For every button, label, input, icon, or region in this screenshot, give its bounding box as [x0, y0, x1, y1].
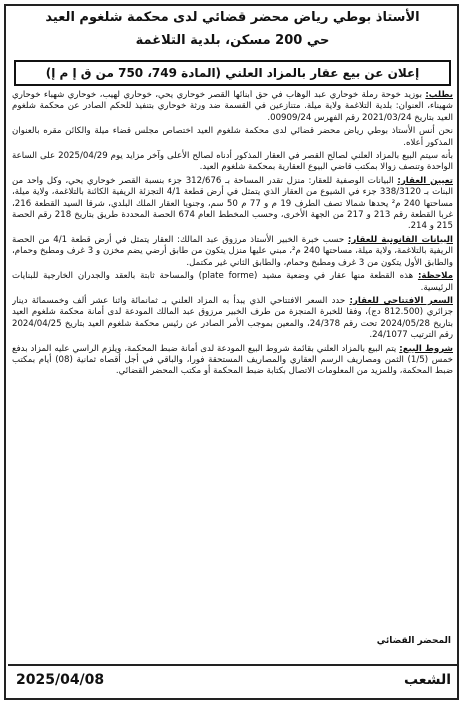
opening-price-text: حدد السعر الافتتاحي الذي يبدأ به المزاد العلني بـ ثمانمائة واثنا عشر ألف وخمسمائة دينار جزائري (812.500 دج)، وفقا للخبرة المنجزة من طرف الخبير مرزوق عبد المالك المودعة لدى أمانة محكمة شلغوم العيد بتاريخ 2024/05/28 تحت رقم 24/378، والمعين بموجب الأمر الصادر عن رئيس محكمة شلغوم العيد بتاريخ 2024/04/25 رقم الترتيب 24/1077.	[12, 295, 453, 341]
property-label: تعيين العقار:	[397, 175, 453, 186]
announcement-body	[12, 90, 453, 658]
legal-data-label: البيانات القانونية للعقار:	[347, 234, 453, 245]
announcement-title: إعلان عن بيع عقار بالمزاد العلني (المادة 749، 750 من ق إ م إ)	[14, 60, 451, 86]
note-label: ملاحظة:	[417, 271, 453, 282]
requester-text: بوزيد خوحة رملة خوحاري عبد الوهاب في حق أبنائها القصر خوحاري يحي، خوحاري لهيب، خوحاري شهباء خوحاري شهيناء، العنوان: بلدية التلاغمة ولاية ميلة. متنازعين في القسمة ضد ورثة خوحاري بتنفيذ للحكم الصادر عن محكمة شلغوم العيد بتاريخ 2021/03/24 رقم الفهرس 00909/24.	[12, 90, 453, 123]
office-address: حي 200 مسكن، بلدية التلاغمة	[135, 33, 330, 48]
note-text: هذه القطعة منها عقار في وضعية مشيد (plate forme) والمساحة ثابتة بالعقد والجدران الخارجية للبنايات الرئيسية.	[12, 271, 453, 293]
paragraph-opening-price	[12, 296, 453, 342]
paragraph-property	[12, 176, 453, 233]
newspaper-name: الشعب	[403, 672, 451, 688]
footer-bar	[8, 664, 457, 696]
bailiff-office: الأستاذ بوطي رياض محضر قضائي لدى محكمة شلغوم العيد	[45, 10, 420, 25]
property-text: البيانات الوصفية للعقار: منزل تقدر المساحة بـ 312/676 جزء بنسبة القصر خوحاري يحي، وكل واحد من البنات بـ 338/3120 جزء في الشيوع من العقار الذي يتمثل في أرض قطعة 4/1 التجزئة الريفية الكائنة بالتلاغمة، ولاية ميلة، مساحتها 240 م² يحدها شمالا تصف الطرف 19 م و 77 م 50 سم، وجنوبا العقار الملك البلدي، شرقا السيد القطعة 216، غربا القطعة رقم 213 و 217 من الجهة الأخرى، وحسب المخطط العام 674 الحصة المحددة طريق بتاريخ 218 رقم الحصة 215 و 214.	[12, 175, 453, 232]
legal-data-text: حسب خبرة الخبير الأستاذ مرزوق عبد المالك: العقار يتمثل في أرض قطعة 4/1 من الحصة الريفية بالتلاغمة، ولاية ميلة، مساحتها 240 م²، مبني عليها منزل يتكون من طابق أرضي يضم مخزن و 3 غرف ومطبخ وحمام، والطابق الأول يتكون من 3 غرف ومطبخ وحمام، والطابق الثاني غير مكتمل.	[12, 234, 453, 268]
signature: المحضر القضائي	[376, 636, 451, 646]
paragraph-note	[12, 271, 453, 294]
paragraph-legal-data	[12, 235, 453, 269]
paragraph-sale-conditions	[12, 344, 453, 378]
publication-date: 2025/04/08	[16, 672, 105, 688]
opening-price-label: السعر الافتتاحي للعقار:	[349, 295, 453, 306]
paragraph-requester	[12, 90, 453, 124]
sale-conditions-label: شروط البيع:	[399, 343, 453, 354]
paragraph-sale-date: بأنه سيتم البيع بالمزاد العلني لصالح القصر في العقار المذكور أدناه لصالح الأعلى وآخر مزايد يوم 2025/04/29 على الساعة الواحدة وتنصف زوالا بمكتب قاضي البيوع العقارية بمحكمة شلغوم العيد.	[12, 151, 453, 173]
sale-conditions-text: يتم البيع بالمزاد العلني بقائمة شروط البيع المودعة لدى أمانة ضبط المحكمة، ويلزم الراسي عليه المزاد بدفع خمس (1/5) الثمن ومصاريف الرسم العقاري والمصاريف المستحقة فورا، والباقي في أجل أقصاه ثمانية (08) أيام بمكتب ضبط المحكمة، وللمزيد من المعلومات الاتصال بكتابة ضبط المحكمة أو مكتب المحضر القضائي.	[12, 343, 453, 377]
paragraph-bailiff: نحن أنس الأستاذ بوطي رياض محضر قضائي لدى محكمة شلغوم العيد اختصاص مجلس قضاء ميلة والكائن مقره بالعنوان المذكور أعلاه.	[12, 126, 453, 148]
requester-label: بطلب:	[425, 90, 453, 100]
